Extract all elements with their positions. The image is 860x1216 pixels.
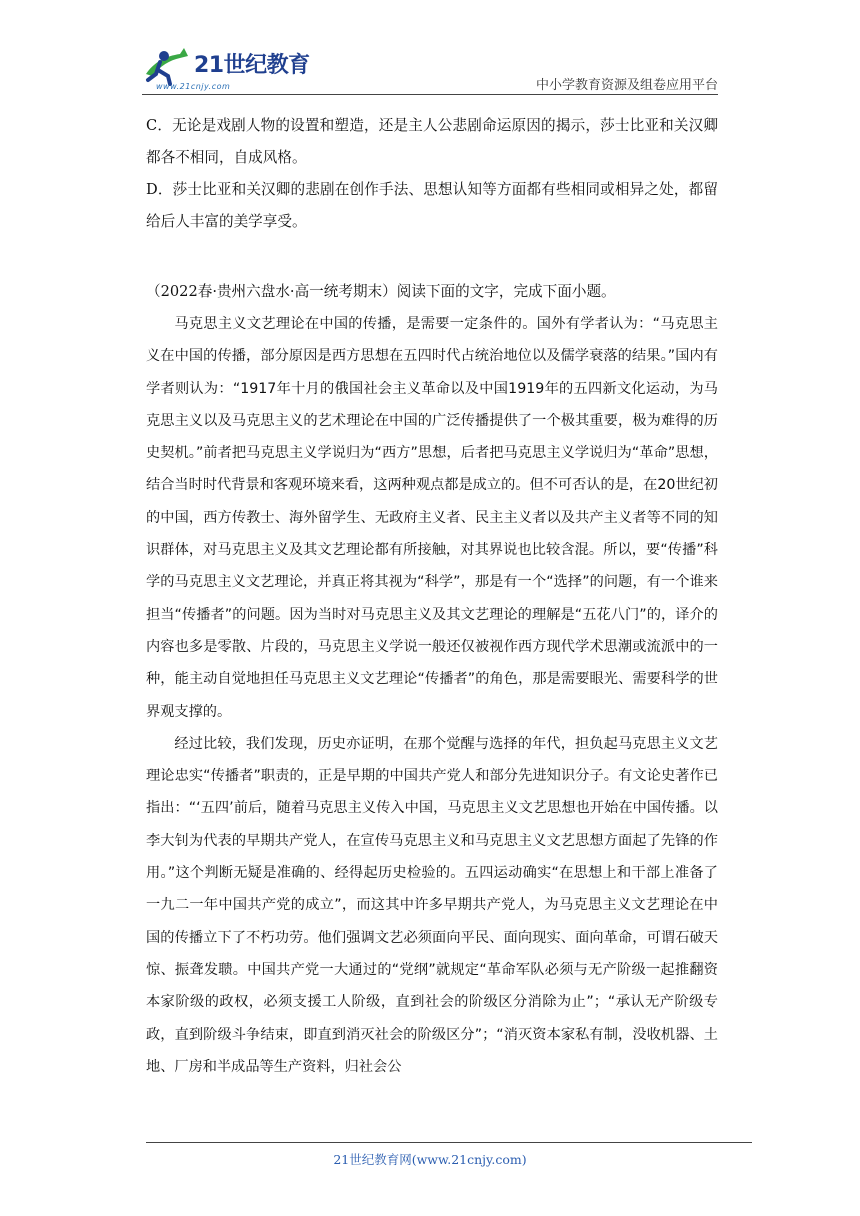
footer-link[interactable]: 21世纪教育网(www.21cnjy.com): [333, 1152, 527, 1167]
footer-divider: [146, 1142, 752, 1143]
option-c: C．无论是戏剧人物的设置和塑造，还是主人公悲剧命运原因的揭示，莎士比亚和关汉卿都各不相同，自成风格。: [146, 117, 718, 166]
logo-text: 21世纪教育: [194, 53, 310, 78]
platform-name: 中小学教育资源及组卷应用平台: [535, 78, 718, 93]
logo-subtext: www.21cnjy.com: [156, 82, 231, 91]
site-logo[interactable]: [140, 44, 310, 92]
question-intro: （2022春·贵州六盘水·高一统考期末）阅读下面的文字，完成下面小题。: [146, 283, 616, 300]
option-d: D．莎士比亚和关汉卿的悲剧在创作手法、思想认知等方面都有些相同或相异之处，都留给后人丰富的美学享受。: [146, 181, 718, 230]
passage-paragraph-2: 经过比较，我们发现，历史亦证明，在那个觉醒与选择的年代，担负起马克思主义文艺理论忠实“传播者”职责的，正是早期的中国共产党人和部分先进知识分子。有文论史著作已指出：“‘五四’前后，随着马克思主义传入中国，马克思主义文艺思想也开始在中国传播。以李大钊为代表的早期共产党人，在宣传马克思主义和马克思主义文艺思想方面起了先锋的作用。”这个判断无疑是准确的、经得起历史检验的。五四运动确实“在思想上和干部上准备了一九二一年中国共产党的成立”，而这其中许多早期共产党人，为马克思主义文艺理论在中国的传播立下了不朽功劳。他们强调文艺必须面向平民、面向现实、面向革命，可谓石破天惊、振聋发聩。中国共产党一大通过的“党纲”就规定“革命军队必须与无产阶级一起推翻资本家阶级的政权，必须支援工人阶级，直到社会的阶级区分消除为止”；“承认无产阶级专政，直到阶级斗争结束，即直到消灭社会的阶级区分”；“消灭资本家私有制，没收机器、土地、厂房和半成品等生产资料，归社会公: [146, 735, 718, 1075]
section-spacer: [146, 238, 718, 276]
passage-paragraph-1: 马克思主义文艺理论在中国的传播，是需要一定条件的。国外有学者认为：“马克思主义在中国的传播，部分原因是西方思想在五四时代占统治地位以及儒学衰落的结果。”国内有学者则认为：“1917年十月的俄国社会主义革命以及中国1919年的五四新文化运动，为马克思主义以及马克思主义的艺术理论在中国的广泛传播提供了一个极其重要，极为难得的历史契机。”前者把马克思主义学说归为“西方”思想，后者把马克思主义学说归为“革命”思想，结合当时时代背景和客观环境来看，这两种观点都是成立的。但不可否认的是，在20世纪初的中国，西方传教士、海外留学生、无政府主义者、民主主义者以及共产主义者等不同的知识群体，对马克思主义及其文艺理论都有所接触，对其界说也比较含混。所以，要“传播”科学的马克思主义文艺理论，并真正将其视为“科学”，那是有一个“选择”的问题，有一个谁来担当“传播者”的问题。因为当时对马克思主义及其文艺理论的理解是“五花八门”的，译介的内容也多是零散、片段的，马克思主义学说一般还仅被视作西方现代学术思潮或流派中的一种，能主动自觉地担任马克思主义文艺理论“传播者”的角色，那是需要眼光、需要科学的世界观支撑的。: [146, 316, 718, 720]
document-content: [146, 110, 718, 1083]
page-header: [140, 40, 718, 96]
header-divider: [142, 94, 718, 95]
